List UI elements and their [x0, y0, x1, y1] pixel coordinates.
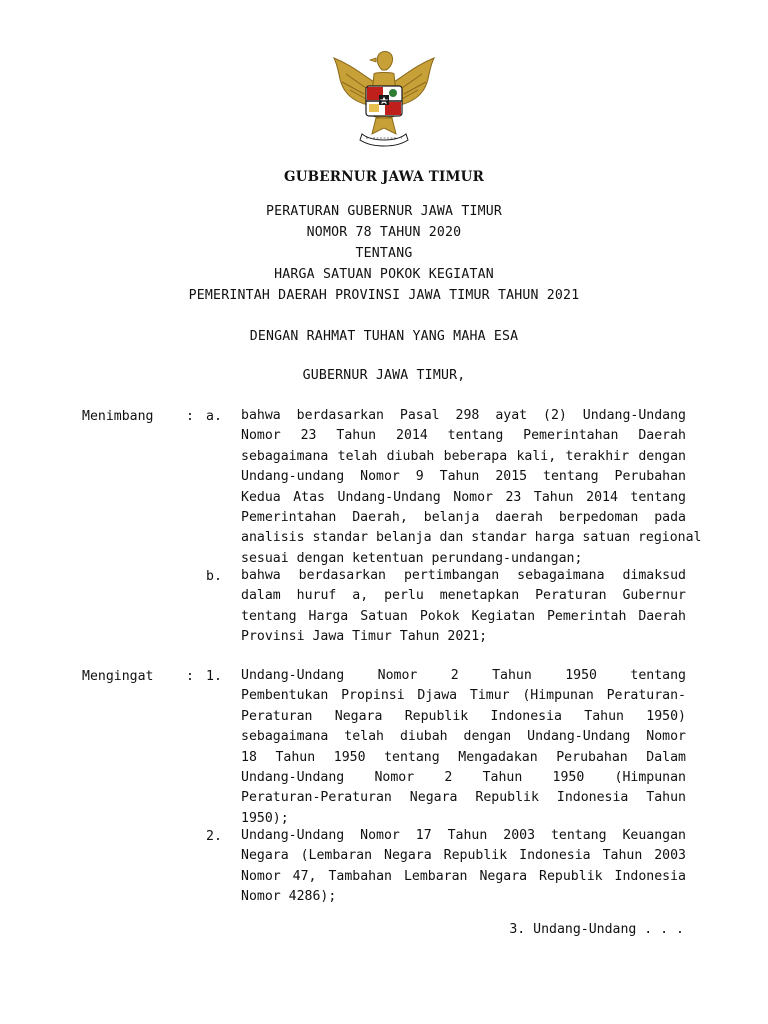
enactor: GUBERNUR JAWA TIMUR,	[302, 368, 466, 383]
text-line: Nomor 23 Tahun 2014 tentang Pemerintahan Daerah	[241, 428, 686, 444]
considering-item-a	[241, 406, 702, 569]
section-colon: :	[186, 669, 194, 684]
text-line: sebagaimana telah diubah beberapa kali, terakhir dengan	[241, 448, 686, 464]
text-line: Nomor 4286);	[241, 889, 337, 905]
regulation-subject-line-2: PEMERINTAH DAERAH PROVINSI JAWA TIMUR TAHUN 2021	[188, 288, 580, 303]
issuing-authority: GUBERNUR JAWA TIMUR	[283, 169, 484, 185]
text-line: sebagaimana telah diubah dengan Undang-Undang Nomor	[241, 729, 686, 745]
text-line: sesuai dengan ketentuan perundang-undangan;	[241, 550, 583, 566]
item-marker: 1.	[206, 669, 222, 684]
considering-item-b	[241, 566, 686, 648]
recalling-item-2	[241, 826, 686, 908]
text-line: analisis standar belanja dan standar harga satuan regional	[241, 530, 702, 546]
regulation-about: TENTANG	[355, 246, 413, 261]
text-line: tentang Harga Satuan Pokok Kegiatan Pemerintah Daerah	[241, 608, 686, 624]
section-label-recalling: Mengingat	[82, 669, 154, 684]
section-label-considering: Menimbang	[82, 409, 154, 424]
regulation-subject-line-1: HARGA SATUAN POKOK KEGIATAN	[274, 267, 494, 282]
section-colon: :	[186, 409, 194, 424]
invocation: DENGAN RAHMAT TUHAN YANG MAHA ESA	[249, 329, 519, 344]
text-line: 18 Tahun 1950 tentang Mengadakan Perubahan Dalam	[241, 749, 686, 765]
item-marker: a.	[206, 409, 222, 424]
text-line: Kedua Atas Undang-Undang Nomor 23 Tahun 2014 tentang	[241, 489, 686, 505]
text-line: Undang-Undang Nomor 17 Tahun 2003 tentang Keuangan	[241, 828, 686, 843]
text-line: Undang-undang Nomor 9 Tahun 2015 tentang Perubahan	[241, 469, 686, 485]
item-marker: b.	[206, 569, 222, 584]
text-line: Undang-Undang Nomor 2 Tahun 1950 tentang	[241, 668, 686, 683]
text-line: Negara (Lembaran Negara Republik Indonesia Tahun 2003	[241, 848, 686, 864]
text-line: Undang-Undang Nomor 2 Tahun 1950 (Himpunan	[241, 769, 686, 785]
page-catchword: 3. Undang-Undang . . .	[509, 922, 684, 937]
text-line: Peraturan Negara Republik Indonesia Tahun 1950)	[241, 708, 686, 724]
recalling-item-1	[241, 666, 686, 829]
text-line: Pembentukan Propinsi Djawa Timur (Himpunan Peraturan-	[241, 688, 686, 704]
text-line: 1950);	[241, 810, 289, 826]
text-line: Pemerintahan Daerah, belanja daerah berpedoman pada	[241, 509, 686, 525]
text-line: bahwa berdasarkan Pasal 298 ayat (2) Undang-Undang	[241, 408, 686, 423]
text-line: Peraturan-Peraturan Negara Republik Indonesia Tahun	[241, 790, 686, 806]
text-line: Nomor 47, Tambahan Lembaran Negara Republik Indonesia	[241, 868, 686, 884]
text-line: Provinsi Jawa Timur Tahun 2021;	[241, 629, 488, 645]
text-line: bahwa berdasarkan pertimbangan sebagaimana dimaksud	[241, 568, 686, 583]
regulation-title-line-1: PERATURAN GUBERNUR JAWA TIMUR	[265, 204, 503, 219]
text-line: dalam huruf a, perlu menetapkan Peraturan Gubernur	[241, 588, 686, 604]
garuda-emblem-icon	[326, 48, 442, 156]
regulation-number: NOMOR 78 TAHUN 2020	[306, 225, 462, 240]
item-marker: 2.	[206, 829, 222, 844]
